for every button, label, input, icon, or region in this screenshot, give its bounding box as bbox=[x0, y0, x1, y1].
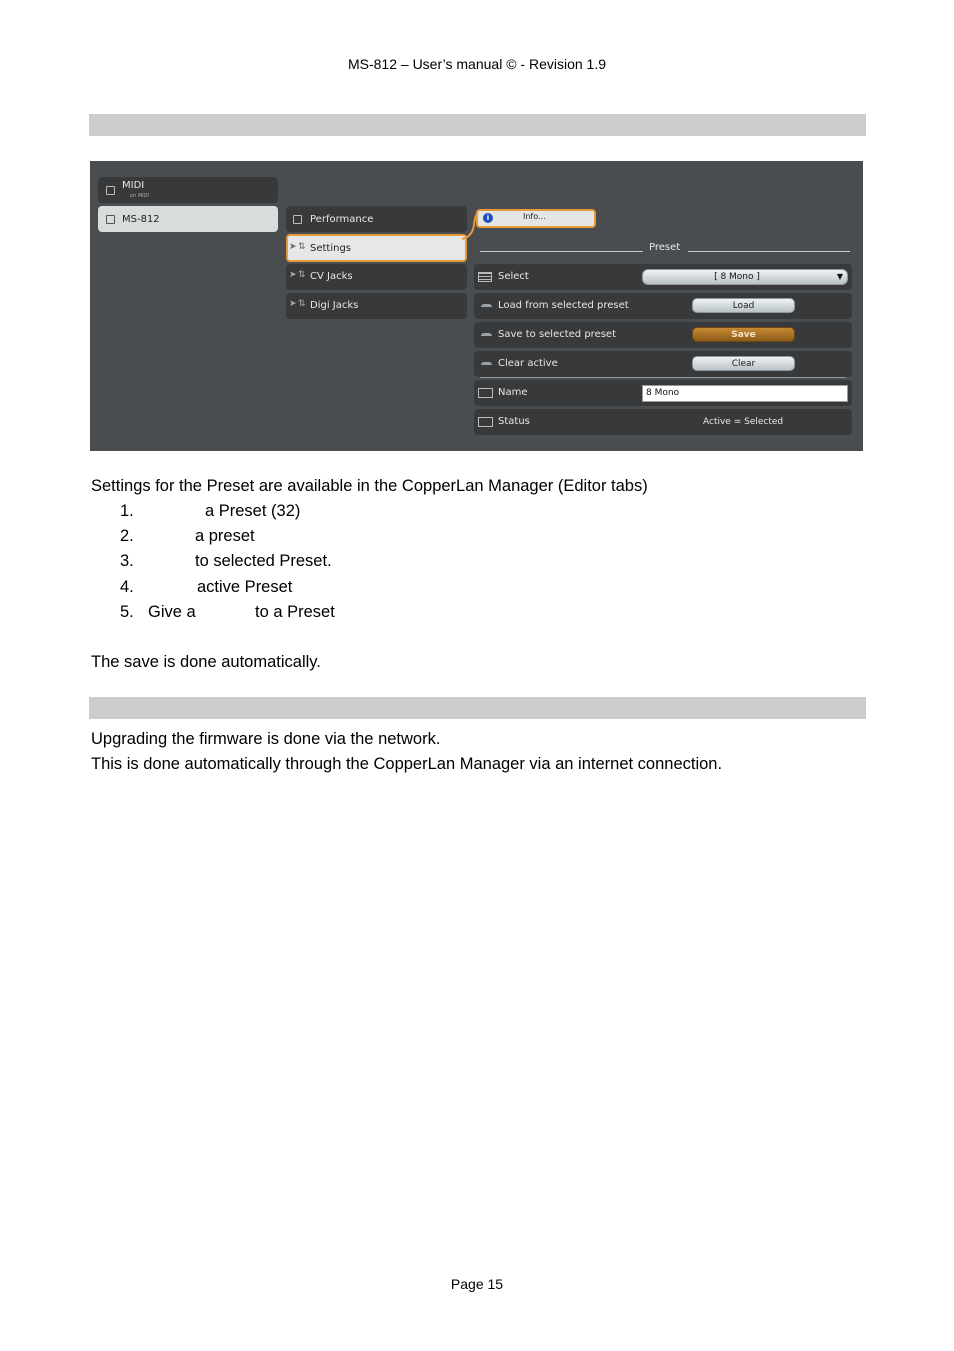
clear-button[interactable]: Clear bbox=[692, 356, 795, 371]
preset-section-title: Preset bbox=[649, 242, 681, 253]
tab-digi-jacks[interactable] bbox=[286, 293, 467, 319]
page-number: Page 15 bbox=[450, 1276, 504, 1292]
list-item: a preset bbox=[195, 527, 255, 545]
checkbox-icon[interactable] bbox=[293, 215, 302, 224]
expand-arrow-icon: ➤ bbox=[289, 242, 297, 252]
tab-label: Performance bbox=[310, 214, 374, 225]
tab-label: CV Jacks bbox=[310, 271, 353, 282]
row-load bbox=[474, 293, 852, 319]
tab-performance[interactable] bbox=[286, 206, 467, 232]
sliders-icon: ⇅ bbox=[298, 299, 306, 309]
upgrade-paragraph-line1: Upgrading the firmware is done via the network. bbox=[91, 730, 441, 748]
list-number: 5. bbox=[120, 603, 134, 621]
load-button[interactable]: Load bbox=[692, 298, 795, 313]
section-bar bbox=[89, 114, 866, 136]
row-label: Save to selected preset bbox=[498, 329, 617, 340]
list-icon bbox=[478, 272, 492, 282]
action-icon bbox=[481, 333, 492, 336]
tab-cv-jacks[interactable] bbox=[286, 264, 467, 290]
save-note: The save is done automatically. bbox=[91, 653, 321, 671]
row-status bbox=[474, 409, 852, 435]
action-icon bbox=[481, 362, 492, 365]
device-item-ms812[interactable] bbox=[98, 206, 278, 232]
sliders-icon: ⇅ bbox=[298, 242, 306, 252]
status-value: Active = Selected bbox=[703, 417, 784, 427]
chevron-down-icon: ▼ bbox=[836, 272, 843, 281]
list-number: 1. bbox=[120, 502, 134, 520]
page-header: MS-812 – User’s manual © - Revision 1.9 bbox=[347, 56, 606, 72]
row-save bbox=[474, 322, 852, 348]
expand-arrow-icon: ➤ bbox=[289, 299, 297, 309]
row-label: Name bbox=[498, 387, 528, 398]
info-label: Info... bbox=[523, 212, 546, 221]
list-number: 4. bbox=[120, 578, 134, 596]
list-number: 2. bbox=[120, 527, 134, 545]
save-button[interactable]: Save bbox=[692, 327, 795, 342]
row-label: Load from selected preset bbox=[498, 300, 629, 311]
preset-select-dropdown[interactable] bbox=[642, 269, 848, 285]
info-icon: i bbox=[483, 213, 493, 223]
divider bbox=[480, 377, 846, 378]
divider bbox=[688, 251, 850, 252]
info-tab[interactable] bbox=[476, 209, 596, 228]
list-item: to selected Preset. bbox=[195, 552, 332, 570]
device-label: MS-812 bbox=[122, 214, 160, 225]
device-item-midi[interactable] bbox=[98, 177, 278, 203]
list-item-continued: to a Preset bbox=[255, 603, 335, 621]
tab-settings[interactable] bbox=[286, 234, 467, 262]
list-item: Give a bbox=[148, 603, 196, 621]
device-label: MIDI bbox=[122, 180, 145, 191]
intro-paragraph: Settings for the Preset are available in the CopperLan Manager (Editor tabs) bbox=[91, 477, 648, 495]
tab-label: Settings bbox=[310, 243, 352, 254]
row-label: Clear active bbox=[498, 358, 558, 369]
status-icon bbox=[478, 417, 493, 427]
action-icon bbox=[481, 304, 492, 307]
sliders-icon: ⇅ bbox=[298, 270, 306, 280]
list-item: active Preset bbox=[197, 578, 293, 596]
select-value: [ 8 Mono ] bbox=[714, 272, 760, 282]
device-sublabel: on MIDI bbox=[130, 193, 149, 199]
tab-label: Digi Jacks bbox=[310, 300, 359, 311]
list-item: a Preset (32) bbox=[205, 502, 301, 520]
row-label: Select bbox=[498, 271, 529, 282]
expand-arrow-icon: ➤ bbox=[289, 270, 297, 280]
row-select bbox=[474, 264, 852, 290]
row-clear bbox=[474, 351, 852, 377]
upgrade-paragraph-line2: This is done automatically through the CopperLan Manager via an internet connection. bbox=[91, 755, 723, 773]
list-number: 3. bbox=[120, 552, 134, 570]
row-name bbox=[474, 380, 852, 406]
copperlan-editor-screenshot bbox=[90, 161, 863, 451]
text-field-icon bbox=[478, 388, 493, 398]
divider bbox=[480, 251, 643, 252]
preset-name-input[interactable]: 8 Mono bbox=[642, 385, 848, 402]
checkbox-icon[interactable] bbox=[106, 215, 115, 224]
row-label: Status bbox=[498, 416, 530, 427]
checkbox-icon[interactable] bbox=[106, 186, 115, 195]
section-bar bbox=[89, 697, 866, 719]
